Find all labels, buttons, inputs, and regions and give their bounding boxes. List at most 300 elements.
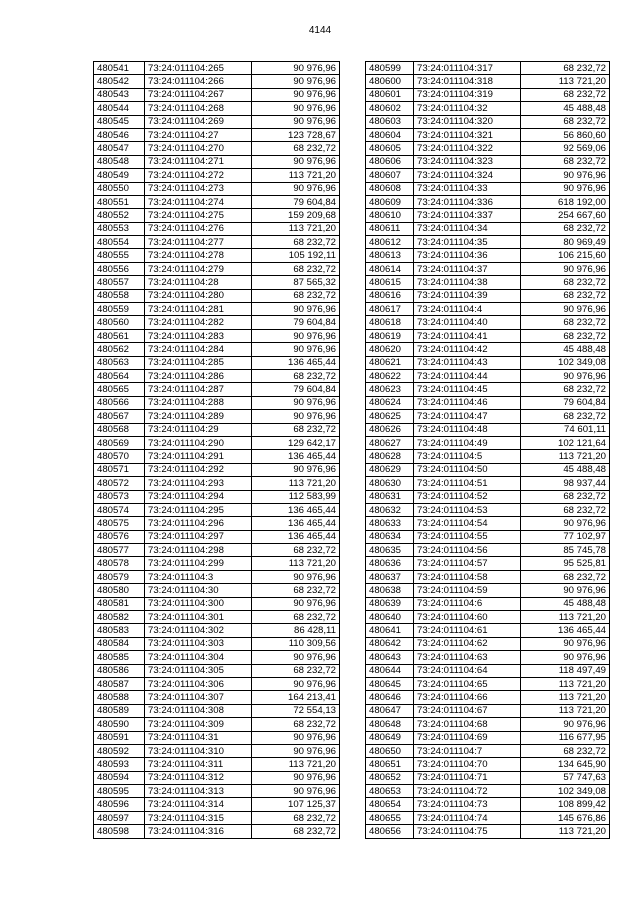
cadastral-number-cell: 73:24:011104:60 xyxy=(414,611,521,624)
table-row xyxy=(366,329,610,342)
cadastral-value-cell: 68 232,72 xyxy=(252,262,340,275)
cadastral-value-cell: 87 565,32 xyxy=(252,276,340,289)
cadastral-value-cell: 136 465,44 xyxy=(521,624,610,637)
cadastral-value-cell: 72 554,13 xyxy=(252,704,340,717)
table-row xyxy=(94,88,340,101)
table-row xyxy=(94,396,340,409)
cadastral-value-cell: 90 976,96 xyxy=(252,115,340,128)
row-number-cell: 480565 xyxy=(94,383,145,396)
row-number-cell: 480549 xyxy=(94,169,145,182)
row-number-cell: 480653 xyxy=(366,785,414,798)
row-number-cell: 480547 xyxy=(94,142,145,155)
table-row xyxy=(94,369,340,382)
table-row xyxy=(94,436,340,449)
cadastral-value-cell: 90 976,96 xyxy=(521,637,610,650)
cadastral-value-cell: 90 976,96 xyxy=(252,88,340,101)
row-number-cell: 480585 xyxy=(94,651,145,664)
cadastral-value-cell: 113 721,20 xyxy=(252,169,340,182)
cadastral-number-cell: 73:24:011104:43 xyxy=(414,356,521,369)
cadastral-number-cell: 73:24:011104:311 xyxy=(145,758,252,771)
row-number-cell: 480572 xyxy=(94,477,145,490)
cadastral-value-cell: 90 976,96 xyxy=(252,329,340,342)
table-row xyxy=(366,731,610,744)
page-number: 4144 xyxy=(308,25,332,36)
cadastral-number-cell: 73:24:011104:68 xyxy=(414,718,521,731)
table-row xyxy=(366,758,610,771)
row-number-cell: 480654 xyxy=(366,798,414,811)
row-number-cell: 480592 xyxy=(94,744,145,757)
row-number-cell: 480578 xyxy=(94,557,145,570)
row-number-cell: 480631 xyxy=(366,490,414,503)
table-row xyxy=(94,75,340,88)
cadastral-number-cell: 73:24:011104:323 xyxy=(414,155,521,168)
row-number-cell: 480655 xyxy=(366,811,414,824)
row-number-cell: 480635 xyxy=(366,544,414,557)
cadastral-number-cell: 73:24:011104:59 xyxy=(414,584,521,597)
cadastral-value-cell: 90 976,96 xyxy=(252,396,340,409)
cadastral-number-cell: 73:24:011104:5 xyxy=(414,450,521,463)
row-number-cell: 480598 xyxy=(94,825,145,838)
cadastral-value-cell: 90 976,96 xyxy=(521,262,610,275)
row-number-cell: 480551 xyxy=(94,195,145,208)
cadastral-number-cell: 73:24:011104:56 xyxy=(414,544,521,557)
row-number-cell: 480646 xyxy=(366,691,414,704)
cadastral-number-cell: 73:24:011104:49 xyxy=(414,436,521,449)
table-row xyxy=(94,222,340,235)
cadastral-value-cell: 68 232,72 xyxy=(521,155,610,168)
cadastral-value-cell: 113 721,20 xyxy=(252,222,340,235)
cadastral-number-cell: 73:24:011104:47 xyxy=(414,410,521,423)
cadastral-value-cell: 159 209,68 xyxy=(252,209,340,222)
cadastral-value-cell: 90 976,96 xyxy=(252,343,340,356)
row-number-cell: 480619 xyxy=(366,329,414,342)
cadastral-number-cell: 73:24:011104:57 xyxy=(414,557,521,570)
cadastral-number-cell: 73:24:011104:294 xyxy=(145,490,252,503)
cadastral-value-cell: 106 215,60 xyxy=(521,249,610,262)
cadastral-number-cell: 73:24:011104:52 xyxy=(414,490,521,503)
row-number-cell: 480638 xyxy=(366,584,414,597)
row-number-cell: 480604 xyxy=(366,128,414,141)
cadastral-value-cell: 45 488,48 xyxy=(521,343,610,356)
row-number-cell: 480546 xyxy=(94,128,145,141)
cadastral-number-cell: 73:24:011104:309 xyxy=(145,718,252,731)
cadastral-value-cell: 90 976,96 xyxy=(252,771,340,784)
row-number-cell: 480637 xyxy=(366,570,414,583)
table-row xyxy=(366,744,610,757)
cadastral-number-cell: 73:24:011104:307 xyxy=(145,691,252,704)
cadastral-number-cell: 73:24:011104:293 xyxy=(145,477,252,490)
row-number-cell: 480573 xyxy=(94,490,145,503)
cadastral-number-cell: 73:24:011104:274 xyxy=(145,195,252,208)
row-number-cell: 480556 xyxy=(94,262,145,275)
table-row xyxy=(94,597,340,610)
cadastral-number-cell: 73:24:011104:266 xyxy=(145,75,252,88)
row-number-cell: 480602 xyxy=(366,102,414,115)
row-number-cell: 480567 xyxy=(94,410,145,423)
row-number-cell: 480589 xyxy=(94,704,145,717)
cadastral-number-cell: 73:24:011104:33 xyxy=(414,182,521,195)
cadastral-value-cell: 102 349,08 xyxy=(521,785,610,798)
cadastral-number-cell: 73:24:011104:73 xyxy=(414,798,521,811)
table-row xyxy=(366,557,610,570)
cadastral-number-cell: 73:24:011104:292 xyxy=(145,463,252,476)
table-row xyxy=(94,691,340,704)
table-row xyxy=(94,249,340,262)
row-number-cell: 480642 xyxy=(366,637,414,650)
cadastral-number-cell: 73:24:011104:278 xyxy=(145,249,252,262)
table-row xyxy=(94,785,340,798)
cadastral-number-cell: 73:24:011104:322 xyxy=(414,142,521,155)
cadastral-value-cell: 90 976,96 xyxy=(521,584,610,597)
table-row xyxy=(94,651,340,664)
table-row xyxy=(366,356,610,369)
table-row xyxy=(94,557,340,570)
cadastral-value-cell: 90 976,96 xyxy=(252,410,340,423)
cadastral-value-cell: 90 976,96 xyxy=(521,517,610,530)
row-number-cell: 480621 xyxy=(366,356,414,369)
cadastral-value-cell: 57 747,63 xyxy=(521,771,610,784)
row-number-cell: 480618 xyxy=(366,316,414,329)
cadastral-value-cell: 79 604,84 xyxy=(521,396,610,409)
row-number-cell: 480647 xyxy=(366,704,414,717)
cadastral-number-cell: 73:24:011104:321 xyxy=(414,128,521,141)
table-row xyxy=(366,303,610,316)
cadastral-number-cell: 73:24:011104:314 xyxy=(145,798,252,811)
cadastral-number-cell: 73:24:011104:320 xyxy=(414,115,521,128)
row-number-cell: 480652 xyxy=(366,771,414,784)
cadastral-value-cell: 108 899,42 xyxy=(521,798,610,811)
table-row xyxy=(94,410,340,423)
cadastral-value-cell: 90 976,96 xyxy=(521,369,610,382)
table-row xyxy=(366,222,610,235)
cadastral-value-cell: 113 721,20 xyxy=(521,75,610,88)
table-row xyxy=(94,530,340,543)
cadastral-number-cell: 73:24:011104:306 xyxy=(145,677,252,690)
row-number-cell: 480622 xyxy=(366,369,414,382)
cadastral-value-cell: 113 721,20 xyxy=(521,450,610,463)
row-number-cell: 480628 xyxy=(366,450,414,463)
cadastral-number-cell: 73:24:011104:39 xyxy=(414,289,521,302)
cadastral-number-cell: 73:24:011104:336 xyxy=(414,195,521,208)
cadastral-number-cell: 73:24:011104:289 xyxy=(145,410,252,423)
cadastral-number-cell: 73:24:011104:286 xyxy=(145,369,252,382)
cadastral-value-cell: 95 525,81 xyxy=(521,557,610,570)
table-row xyxy=(366,276,610,289)
table-row xyxy=(366,584,610,597)
table-row xyxy=(94,718,340,731)
cadastral-number-cell: 73:24:011104:318 xyxy=(414,75,521,88)
cadastral-number-cell: 73:24:011104:302 xyxy=(145,624,252,637)
cadastral-value-cell: 90 976,96 xyxy=(252,731,340,744)
cadastral-number-cell: 73:24:011104:290 xyxy=(145,436,252,449)
table-row xyxy=(94,811,340,824)
row-number-cell: 480576 xyxy=(94,530,145,543)
cadastral-number-cell: 73:24:011104:70 xyxy=(414,758,521,771)
cadastral-number-cell: 73:24:011104:277 xyxy=(145,236,252,249)
cadastral-value-cell: 98 937,44 xyxy=(521,477,610,490)
cadastral-value-cell: 136 465,44 xyxy=(252,503,340,516)
cadastral-number-cell: 73:24:011104:268 xyxy=(145,102,252,115)
cadastral-value-cell: 90 976,96 xyxy=(252,744,340,757)
cadastral-number-cell: 73:24:011104:298 xyxy=(145,544,252,557)
table-row xyxy=(366,289,610,302)
row-number-cell: 480643 xyxy=(366,651,414,664)
row-number-cell: 480574 xyxy=(94,503,145,516)
row-number-cell: 480599 xyxy=(366,62,414,75)
row-number-cell: 480568 xyxy=(94,423,145,436)
table-row xyxy=(94,477,340,490)
cadastral-value-cell: 68 232,72 xyxy=(521,503,610,516)
row-number-cell: 480593 xyxy=(94,758,145,771)
cadastral-value-cell: 90 976,96 xyxy=(252,75,340,88)
table-row xyxy=(94,611,340,624)
table-row xyxy=(94,423,340,436)
row-number-cell: 480603 xyxy=(366,115,414,128)
table-row xyxy=(366,785,610,798)
cadastral-value-cell: 68 232,72 xyxy=(252,236,340,249)
cadastral-number-cell: 73:24:011104:281 xyxy=(145,303,252,316)
cadastral-value-cell: 45 488,48 xyxy=(521,463,610,476)
cadastral-value-cell: 68 232,72 xyxy=(521,329,610,342)
cadastral-value-cell: 113 721,20 xyxy=(252,557,340,570)
cadastral-value-cell: 68 232,72 xyxy=(521,115,610,128)
cadastral-value-cell: 90 976,96 xyxy=(252,651,340,664)
row-number-cell: 480626 xyxy=(366,423,414,436)
table-row xyxy=(94,450,340,463)
row-number-cell: 480651 xyxy=(366,758,414,771)
row-number-cell: 480612 xyxy=(366,236,414,249)
cadastral-number-cell: 73:24:011104:296 xyxy=(145,517,252,530)
cadastral-value-cell: 68 232,72 xyxy=(521,490,610,503)
cadastral-value-cell: 90 976,96 xyxy=(521,182,610,195)
cadastral-value-cell: 90 976,96 xyxy=(252,785,340,798)
cadastral-number-cell: 73:24:011104:276 xyxy=(145,222,252,235)
cadastral-number-cell: 73:24:011104:58 xyxy=(414,570,521,583)
table-row xyxy=(94,825,340,838)
cadastral-number-cell: 73:24:011104:42 xyxy=(414,343,521,356)
table-row xyxy=(94,303,340,316)
cadastral-number-cell: 73:24:011104:34 xyxy=(414,222,521,235)
cadastral-value-cell: 68 232,72 xyxy=(521,383,610,396)
cadastral-number-cell: 73:24:011104:303 xyxy=(145,637,252,650)
row-number-cell: 480623 xyxy=(366,383,414,396)
cadastral-value-cell: 110 309,56 xyxy=(252,637,340,650)
table-row xyxy=(366,691,610,704)
table-row xyxy=(366,128,610,141)
cadastral-value-cell: 79 604,84 xyxy=(252,316,340,329)
cadastral-value-cell: 90 976,96 xyxy=(252,597,340,610)
table-row xyxy=(366,704,610,717)
cadastral-value-cell: 90 976,96 xyxy=(521,303,610,316)
table-row xyxy=(366,490,610,503)
table-row xyxy=(366,249,610,262)
cadastral-value-cell: 113 721,20 xyxy=(521,704,610,717)
cadastral-value-cell: 90 976,96 xyxy=(252,102,340,115)
cadastral-value-cell: 56 860,60 xyxy=(521,128,610,141)
cadastral-value-cell: 68 232,72 xyxy=(252,289,340,302)
cadastral-value-cell: 68 232,72 xyxy=(252,369,340,382)
row-number-cell: 480569 xyxy=(94,436,145,449)
cadastral-number-cell: 73:24:011104:315 xyxy=(145,811,252,824)
table-row xyxy=(366,677,610,690)
row-number-cell: 480579 xyxy=(94,570,145,583)
table-row xyxy=(94,329,340,342)
table-row xyxy=(94,771,340,784)
cadastral-value-cell: 80 969,49 xyxy=(521,236,610,249)
table-row xyxy=(366,597,610,610)
cadastral-number-cell: 73:24:011104:267 xyxy=(145,88,252,101)
table-row xyxy=(366,463,610,476)
row-number-cell: 480639 xyxy=(366,597,414,610)
row-number-cell: 480600 xyxy=(366,75,414,88)
row-number-cell: 480645 xyxy=(366,677,414,690)
cadastral-value-cell: 113 721,20 xyxy=(521,691,610,704)
cadastral-number-cell: 73:24:011104:305 xyxy=(145,664,252,677)
cadastral-number-cell: 73:24:011104:285 xyxy=(145,356,252,369)
table-row xyxy=(366,570,610,583)
cadastral-number-cell: 73:24:011104:308 xyxy=(145,704,252,717)
cadastral-number-cell: 73:24:011104:310 xyxy=(145,744,252,757)
row-number-cell: 480597 xyxy=(94,811,145,824)
cadastral-number-cell: 73:24:011104:275 xyxy=(145,209,252,222)
table-row xyxy=(94,664,340,677)
row-number-cell: 480640 xyxy=(366,611,414,624)
cadastral-number-cell: 73:24:011104:283 xyxy=(145,329,252,342)
table-row xyxy=(366,182,610,195)
cadastral-value-cell: 68 232,72 xyxy=(252,423,340,436)
cadastral-value-cell: 113 721,20 xyxy=(252,477,340,490)
cadastral-number-cell: 73:24:011104:280 xyxy=(145,289,252,302)
row-number-cell: 480560 xyxy=(94,316,145,329)
cadastral-value-cell: 102 121,64 xyxy=(521,436,610,449)
cadastral-value-cell: 112 583,99 xyxy=(252,490,340,503)
cadastral-number-cell: 73:24:011104:295 xyxy=(145,503,252,516)
cadastral-value-cell: 102 349,08 xyxy=(521,356,610,369)
row-number-cell: 480630 xyxy=(366,477,414,490)
row-number-cell: 480580 xyxy=(94,584,145,597)
cadastral-table-right xyxy=(365,61,610,839)
cadastral-number-cell: 73:24:011104:66 xyxy=(414,691,521,704)
cadastral-number-cell: 73:24:011104:65 xyxy=(414,677,521,690)
cadastral-number-cell: 73:24:011104:28 xyxy=(145,276,252,289)
cadastral-value-cell: 68 232,72 xyxy=(521,316,610,329)
row-number-cell: 480558 xyxy=(94,289,145,302)
cadastral-number-cell: 73:24:011104:324 xyxy=(414,169,521,182)
cadastral-value-cell: 68 232,72 xyxy=(521,62,610,75)
table-row xyxy=(94,731,340,744)
row-number-cell: 480586 xyxy=(94,664,145,677)
table-row xyxy=(94,209,340,222)
cadastral-number-cell: 73:24:011104:75 xyxy=(414,825,521,838)
cadastral-value-cell: 90 976,96 xyxy=(521,169,610,182)
row-number-cell: 480620 xyxy=(366,343,414,356)
row-number-cell: 480616 xyxy=(366,289,414,302)
cadastral-number-cell: 73:24:011104:40 xyxy=(414,316,521,329)
table-row xyxy=(94,744,340,757)
cadastral-value-cell: 77 102,97 xyxy=(521,530,610,543)
table-row xyxy=(366,517,610,530)
cadastral-value-cell: 145 676,86 xyxy=(521,811,610,824)
table-row xyxy=(94,316,340,329)
cadastral-value-cell: 79 604,84 xyxy=(252,195,340,208)
table-row xyxy=(94,182,340,195)
cadastral-value-cell: 45 488,48 xyxy=(521,597,610,610)
row-number-cell: 480550 xyxy=(94,182,145,195)
row-number-cell: 480595 xyxy=(94,785,145,798)
table-row xyxy=(94,704,340,717)
cadastral-value-cell: 136 465,44 xyxy=(252,450,340,463)
table-row xyxy=(94,169,340,182)
row-number-cell: 480581 xyxy=(94,597,145,610)
cadastral-value-cell: 107 125,37 xyxy=(252,798,340,811)
table-row xyxy=(366,503,610,516)
table-row xyxy=(94,128,340,141)
cadastral-value-cell: 68 232,72 xyxy=(521,570,610,583)
cadastral-value-cell: 129 642,17 xyxy=(252,436,340,449)
table-row xyxy=(94,276,340,289)
table-row xyxy=(94,62,340,75)
table-row xyxy=(366,544,610,557)
cadastral-value-cell: 68 232,72 xyxy=(521,276,610,289)
cadastral-number-cell: 73:24:011104:337 xyxy=(414,209,521,222)
cadastral-value-cell: 105 192,11 xyxy=(252,249,340,262)
cadastral-number-cell: 73:24:011104:27 xyxy=(145,128,252,141)
cadastral-number-cell: 73:24:011104:287 xyxy=(145,383,252,396)
cadastral-number-cell: 73:24:011104:41 xyxy=(414,329,521,342)
cadastral-number-cell: 73:24:011104:284 xyxy=(145,343,252,356)
row-number-cell: 480590 xyxy=(94,718,145,731)
table-row xyxy=(366,316,610,329)
table-row xyxy=(366,825,610,838)
cadastral-value-cell: 90 976,96 xyxy=(521,651,610,664)
table-row xyxy=(366,88,610,101)
row-number-cell: 480570 xyxy=(94,450,145,463)
cadastral-number-cell: 73:24:011104:50 xyxy=(414,463,521,476)
table-row xyxy=(94,343,340,356)
row-number-cell: 480575 xyxy=(94,517,145,530)
row-number-cell: 480571 xyxy=(94,463,145,476)
table-row xyxy=(366,611,610,624)
cadastral-value-cell: 68 232,72 xyxy=(252,718,340,731)
row-number-cell: 480605 xyxy=(366,142,414,155)
row-number-cell: 480656 xyxy=(366,825,414,838)
table-row xyxy=(366,664,610,677)
cadastral-value-cell: 90 976,96 xyxy=(252,62,340,75)
table-row xyxy=(366,343,610,356)
cadastral-value-cell: 79 604,84 xyxy=(252,383,340,396)
cadastral-number-cell: 73:24:011104:63 xyxy=(414,651,521,664)
cadastral-number-cell: 73:24:011104:48 xyxy=(414,423,521,436)
table-row xyxy=(366,369,610,382)
table-row xyxy=(366,436,610,449)
table-row xyxy=(366,155,610,168)
cadastral-value-cell: 164 213,41 xyxy=(252,691,340,704)
cadastral-value-cell: 136 465,44 xyxy=(252,517,340,530)
table-row xyxy=(366,62,610,75)
row-number-cell: 480584 xyxy=(94,637,145,650)
cadastral-number-cell: 73:24:011104:44 xyxy=(414,369,521,382)
cadastral-number-cell: 73:24:011104:72 xyxy=(414,785,521,798)
cadastral-value-cell: 68 232,72 xyxy=(521,289,610,302)
row-number-cell: 480610 xyxy=(366,209,414,222)
table-row xyxy=(366,169,610,182)
cadastral-value-cell: 68 232,72 xyxy=(521,410,610,423)
cadastral-number-cell: 73:24:011104:272 xyxy=(145,169,252,182)
cadastral-number-cell: 73:24:011104:271 xyxy=(145,155,252,168)
table-row xyxy=(366,651,610,664)
row-number-cell: 480542 xyxy=(94,75,145,88)
table-row xyxy=(94,677,340,690)
